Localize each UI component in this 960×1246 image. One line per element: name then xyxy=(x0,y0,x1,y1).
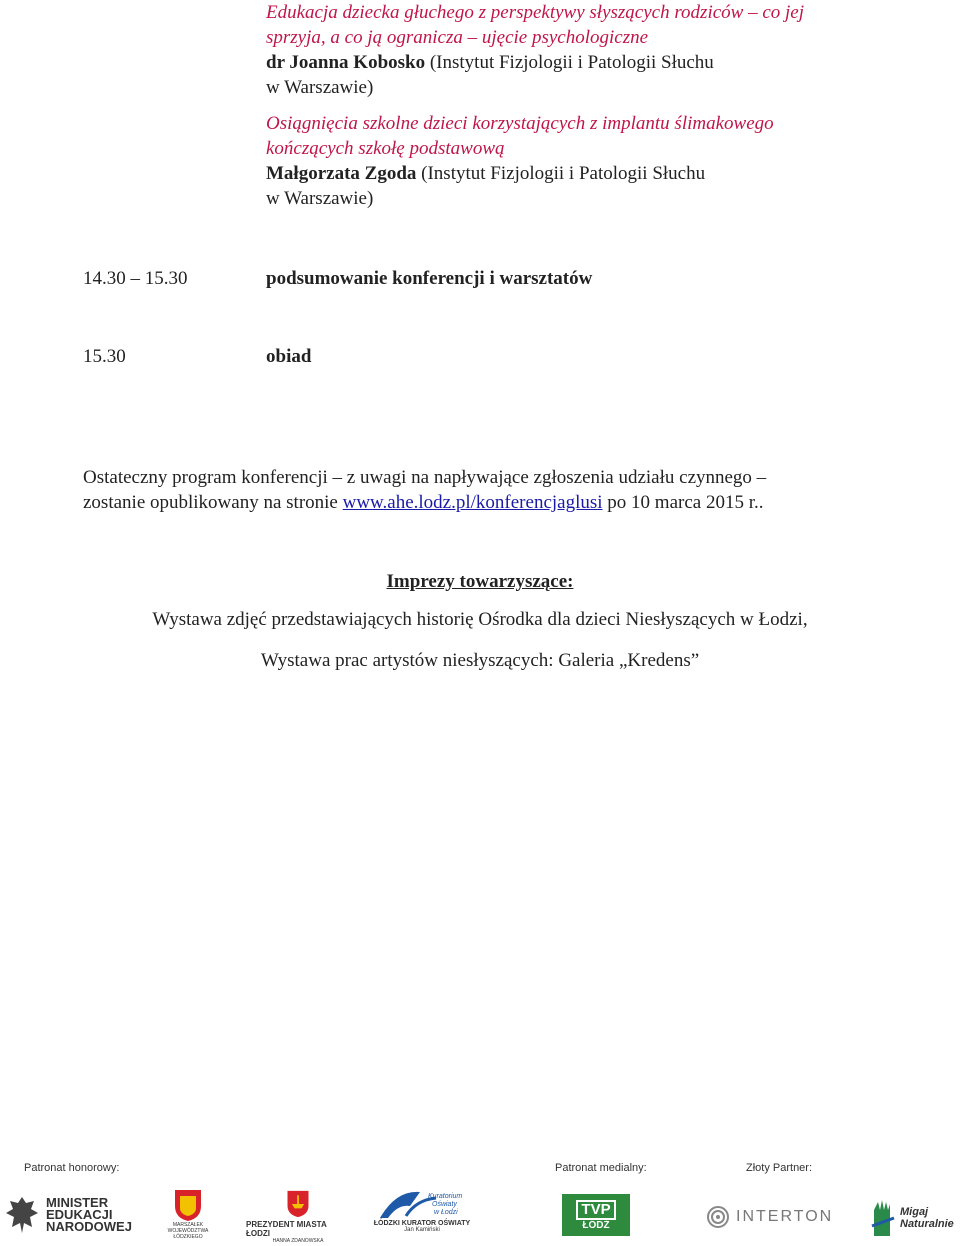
talk-1-speaker-name: dr Joanna Kobosko xyxy=(266,52,426,73)
program-note-line2 xyxy=(83,490,943,515)
eagle-emblem-icon xyxy=(4,1193,40,1237)
talk-2-title-line2: kończących szkołę podstawową xyxy=(266,138,505,159)
talk-2-speaker-aff1: (Instytut Fizjologii i Patologii Słuchu xyxy=(416,163,706,184)
interton-logo xyxy=(706,1204,840,1230)
svg-text:Oświaty: Oświaty xyxy=(432,1201,457,1208)
minister-logo-line3: NARODOWEJ xyxy=(46,1219,132,1234)
kurator-emblem-icon xyxy=(376,1188,468,1220)
prezydent-logo xyxy=(246,1190,350,1244)
program-note xyxy=(83,465,943,515)
hands-icon xyxy=(868,1196,898,1240)
talk-2 xyxy=(266,111,946,211)
tvp-logo xyxy=(562,1194,630,1236)
honorary-patronage-label: Patronat honorowy: xyxy=(24,1162,120,1174)
media-patronage-label: Patronat medialny: xyxy=(555,1162,647,1174)
interton-swirl-icon xyxy=(706,1205,730,1229)
talk-1-speaker xyxy=(266,50,946,75)
schedule-event-1: podsumowanie konferencji i warsztatów xyxy=(266,268,593,289)
boat-emblem-icon xyxy=(285,1190,311,1218)
tvp-logo-city: ŁÓDŹ xyxy=(582,1219,610,1231)
coat-of-arms-icon xyxy=(173,1188,203,1222)
schedule-event-2: obiad xyxy=(266,346,312,367)
svg-text:Kuratorium: Kuratorium xyxy=(428,1193,463,1200)
program-note-text: zostanie opublikowany na stronie xyxy=(83,492,343,513)
schedule-time-2: 15.30 xyxy=(83,346,126,367)
tvp-logo-text: TVP xyxy=(576,1200,615,1220)
gold-partner-label: Złoty Partner: xyxy=(746,1162,813,1174)
talk-2-speaker-name: Małgorzata Zgoda xyxy=(266,163,417,184)
events-heading: Imprezy towarzyszące: xyxy=(386,571,574,592)
talk-1 xyxy=(266,0,946,100)
marszalek-logo xyxy=(158,1188,218,1242)
talk-2-speaker xyxy=(266,161,946,186)
talk-1-speaker-aff1: (Instytut Fizjologii i Patologii Słuchu xyxy=(425,52,714,73)
talk-1-title-line1: Edukacja dziecka głuchego z perspektywy słyszących rodziców – co jej xyxy=(266,2,805,23)
interton-logo-text: INTERTON xyxy=(736,1208,834,1225)
talk-2-title-line1: Osiągnięcia szkolne dzieci korzystających z implantu ślimakowego xyxy=(266,113,774,134)
event-item-2: Wystawa prac artystów niesłyszących: Galeria „Kredens” xyxy=(260,650,700,671)
program-note-line1: Ostateczny program konferencji – z uwagi na napływające zgłoszenia udziału czynnego – xyxy=(83,467,767,488)
migaj-logo-text: Migaj Naturalnie xyxy=(900,1206,954,1230)
marszalek-logo-text: MARSZAŁEK WOJEWÓDZTWA ŁÓDZKIEGO xyxy=(167,1222,209,1240)
schedule-time-1: 14.30 – 15.30 xyxy=(83,268,188,289)
conference-link[interactable]: www.ahe.lodz.pl/konferencjaglusi xyxy=(342,492,603,513)
kurator-logo-text: ŁÓDZKI KURATOR OŚWIATY xyxy=(373,1220,471,1227)
minister-logo-line2: EDUKACJI xyxy=(46,1207,113,1222)
talk-1-title-line2: sprzyja, a co ją ogranicza – ujęcie psychologiczne xyxy=(266,27,649,48)
program-note-date: po 10 marca 2015 r.. xyxy=(602,492,764,513)
event-item-1: Wystawa zdjęć przedstawiających historię Ośrodka dla dzieci Niesłyszących w Łodzi, xyxy=(152,609,808,630)
kurator-logo xyxy=(372,1188,472,1244)
talk-1-speaker-aff2: w Warszawie) xyxy=(266,77,374,98)
migaj-logo xyxy=(868,1194,956,1242)
prezydent-logo-text: PREZYDENT MIASTA ŁODZI xyxy=(246,1220,327,1238)
schedule-row-1 xyxy=(83,268,943,293)
prezydent-logo-name: HANNA ZDANOWSKA xyxy=(272,1238,324,1244)
minister-logo-line1: MINISTER xyxy=(46,1195,109,1210)
minister-logo xyxy=(4,1192,144,1238)
schedule-row-2 xyxy=(83,346,943,371)
kurator-logo-name: Jan Kamiński xyxy=(404,1227,440,1233)
svg-text:w Łodzi: w Łodzi xyxy=(434,1209,458,1216)
talk-2-speaker-aff2: w Warszawie) xyxy=(266,188,374,209)
